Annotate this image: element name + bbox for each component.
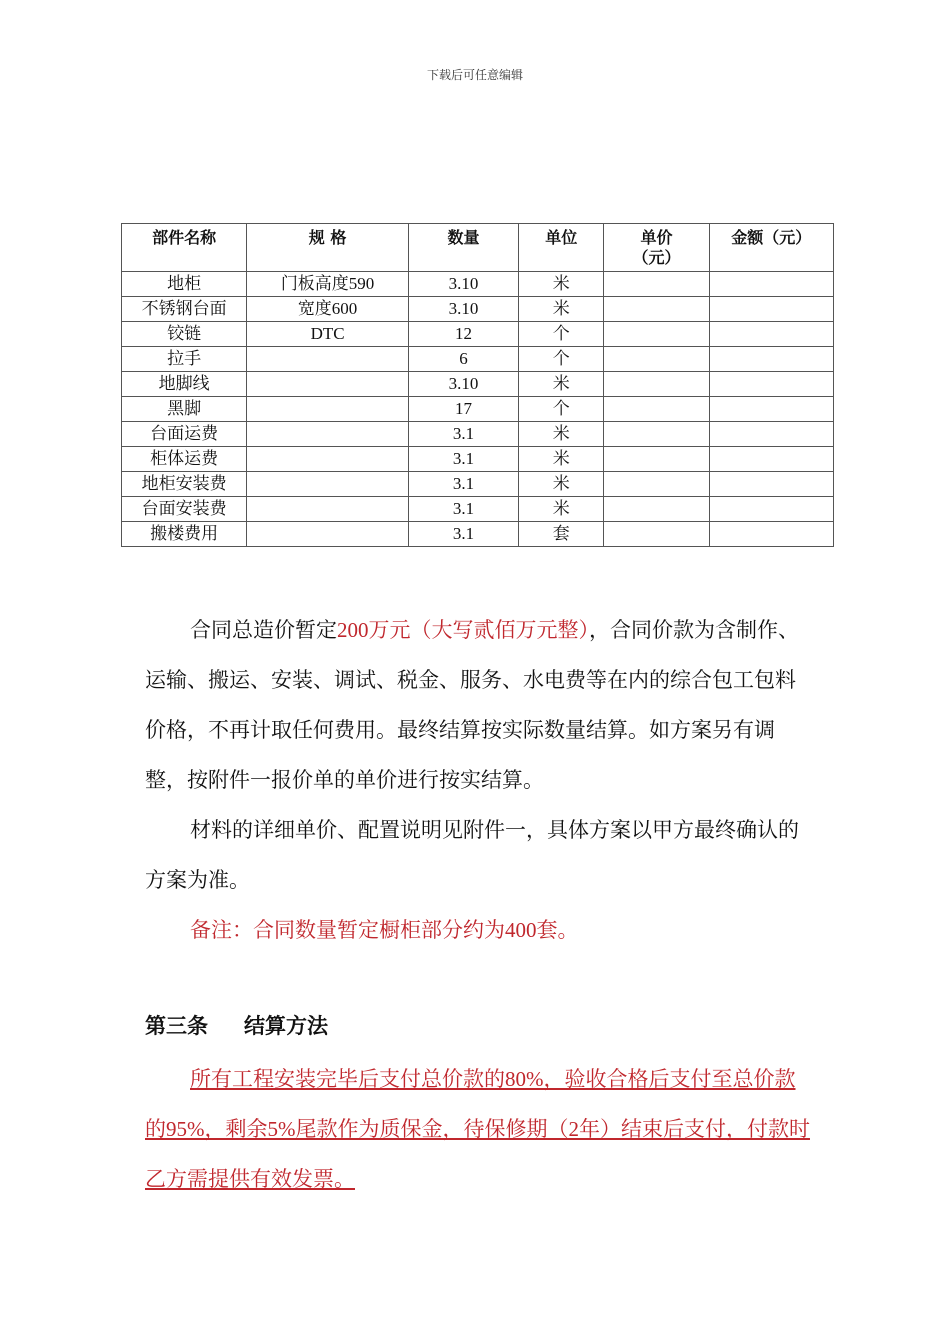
section-number: 第三条 (145, 1014, 208, 1038)
table-cell: 地柜 (122, 272, 247, 297)
table-cell: 米 (519, 472, 604, 497)
column-header: 规 格 (247, 224, 408, 272)
table-cell (604, 272, 709, 297)
table-cell: 米 (519, 272, 604, 297)
table-row (122, 272, 834, 297)
table-cell (247, 347, 408, 372)
table-cell: 3.1 (408, 497, 518, 522)
contract-price-suffix: ，合同价款为含制作、运输、搬运、安装、调试、税金、服务、水电费等在内的综合包工包料价格，不再计取任何费用。最终结算按实际数量结算。如方案另有调整，按附件一报价单的单价进行按实结算。 (145, 618, 799, 792)
table-cell (709, 497, 833, 522)
section-title: 结算方法 (244, 1014, 328, 1038)
table-cell: 柜体运费 (122, 447, 247, 472)
table-row (122, 522, 834, 547)
table-cell: 6 (408, 347, 518, 372)
table-cell: 12 (408, 322, 518, 347)
table-row (122, 397, 834, 422)
table-row (122, 297, 834, 322)
table-cell: 米 (519, 497, 604, 522)
contract-price-amount: 200万元（大写贰佰万元整） (337, 618, 589, 642)
table-cell: 3.1 (408, 522, 518, 547)
table-cell (247, 372, 408, 397)
table-cell: 地脚线 (122, 372, 247, 397)
table-cell (604, 497, 709, 522)
table-row (122, 472, 834, 497)
column-header: 数量 (408, 224, 518, 272)
column-header: 部件名称 (122, 224, 247, 272)
table-cell (709, 397, 833, 422)
contract-price-prefix: 合同总造价暂定 (190, 618, 337, 642)
table-cell: 3.1 (408, 447, 518, 472)
table-cell: 米 (519, 422, 604, 447)
table-cell (709, 372, 833, 397)
table-cell (604, 297, 709, 322)
table-row (122, 372, 834, 397)
table-cell (247, 472, 408, 497)
table-cell: 17 (408, 397, 518, 422)
table-cell: 黑脚 (122, 397, 247, 422)
page-header: 下载后可任意编辑 (426, 68, 523, 82)
table-cell: 米 (519, 297, 604, 322)
table-cell (709, 522, 833, 547)
table-cell: 3.10 (408, 297, 518, 322)
table-cell: 套 (519, 522, 604, 547)
table-cell: 铰链 (122, 322, 247, 347)
section-heading (145, 1010, 328, 1040)
table-row (122, 422, 834, 447)
table-row (122, 497, 834, 522)
table-cell: 台面安装费 (122, 497, 247, 522)
table-cell (604, 372, 709, 397)
table-cell: 台面运费 (122, 422, 247, 447)
table-cell (709, 472, 833, 497)
table-cell: 3.10 (408, 272, 518, 297)
table-cell: 3.10 (408, 372, 518, 397)
table-cell: 门板高度590 (247, 272, 408, 297)
table-cell (709, 422, 833, 447)
table-cell (604, 347, 709, 372)
table-cell: 个 (519, 347, 604, 372)
table-header-row (122, 224, 834, 272)
table-cell (709, 322, 833, 347)
table-cell (247, 447, 408, 472)
contract-price-paragraph (145, 605, 810, 805)
table-cell: 米 (519, 372, 604, 397)
table-row (122, 447, 834, 472)
table-cell: 3.1 (408, 422, 518, 447)
column-header: 单价 （元） (604, 224, 709, 272)
table-cell: DTC (247, 322, 408, 347)
table-row (122, 322, 834, 347)
column-header: 金额（元） (709, 224, 833, 272)
table-cell: 3.1 (408, 472, 518, 497)
table-cell: 地柜安装费 (122, 472, 247, 497)
table-cell (709, 297, 833, 322)
column-header: 单位 (519, 224, 604, 272)
table-cell (604, 397, 709, 422)
table-cell (604, 322, 709, 347)
table-cell (247, 497, 408, 522)
table-cell: 个 (519, 322, 604, 347)
table-cell (604, 447, 709, 472)
table-cell: 宽度600 (247, 297, 408, 322)
table-cell (247, 522, 408, 547)
table-cell: 米 (519, 447, 604, 472)
table-cell (709, 347, 833, 372)
table-cell (604, 422, 709, 447)
table-cell (604, 522, 709, 547)
remark-note: 备注：合同数量暂定橱柜部分约为400套。 (190, 918, 579, 942)
settlement-paragraph: 所有工程安装完毕后支付总价款的80%，验收合格后支付至总价款的95%，剩余5%尾款作为质保金，待保修期（2年）结束后支付，付款时乙方需提供有效发票。 (145, 1067, 810, 1191)
table-row (122, 347, 834, 372)
table-cell (709, 447, 833, 472)
table-cell: 搬楼费用 (122, 522, 247, 547)
table-cell (247, 422, 408, 447)
table-cell: 拉手 (122, 347, 247, 372)
materials-paragraph: 材料的详细单价、配置说明见附件一，具体方案以甲方最终确认的方案为准。 (145, 818, 799, 892)
table-cell: 个 (519, 397, 604, 422)
table-cell (709, 272, 833, 297)
table-cell (247, 397, 408, 422)
table-cell (604, 472, 709, 497)
price-table (121, 223, 834, 547)
table-body (122, 272, 834, 547)
table-cell: 不锈钢台面 (122, 297, 247, 322)
